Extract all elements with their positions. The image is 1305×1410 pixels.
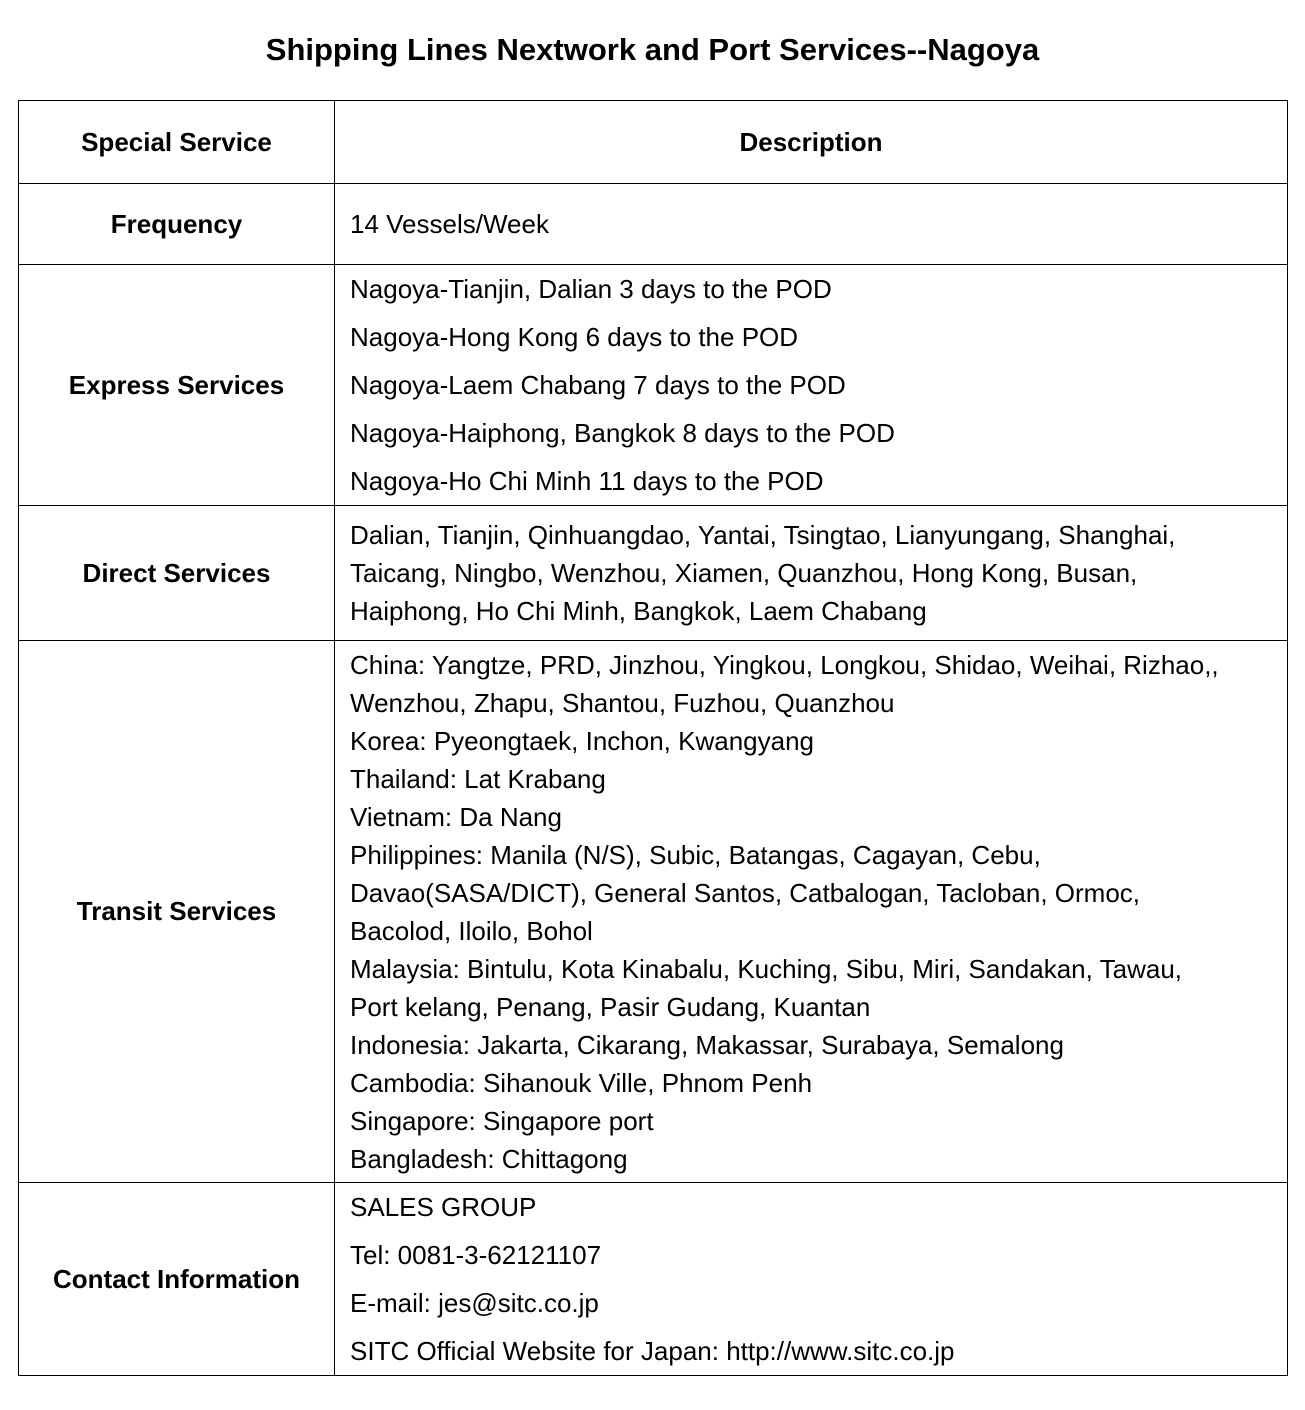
contact-information-row [19, 1183, 1288, 1376]
direct-ports-line: Dalian, Tianjin, Qinhuangdao, Yantai, Tsingtao, Lianyungang, Shanghai, [350, 520, 1176, 550]
direct-services-list [335, 506, 1288, 641]
transit-line: China: Yangtze, PRD, Jinzhou, Yingkou, Longkou, Shidao, Weihai, Rizhao,, [350, 649, 1219, 680]
contact-information-details [335, 1183, 1288, 1376]
transit-line: Bacolod, Iloilo, Bohol [350, 915, 593, 946]
transit-line: Korea: Pyeongtaek, Inchon, Kwangyang [350, 725, 814, 756]
direct-ports-line: Haiphong, Ho Chi Minh, Bangkok, Laem Chabang [350, 596, 927, 626]
contact-group: SALES GROUP [350, 1192, 537, 1222]
direct-services-row [19, 506, 1288, 641]
contact-information-label: Contact Information [19, 1183, 335, 1376]
transit-line: Malaysia: Bintulu, Kota Kinabalu, Kuching, Sibu, Miri, Sandakan, Tawau, [350, 953, 1182, 984]
transit-line: Thailand: Lat Krabang [350, 763, 606, 794]
page-title: Shipping Lines Nextwork and Port Services--Nagoya [265, 32, 1040, 67]
services-table [18, 100, 1288, 1376]
transit-line: Indonesia: Jakarta, Cikarang, Makassar, Surabaya, Semalong [350, 1029, 1064, 1060]
frequency-row [19, 184, 1288, 265]
express-route: Nagoya-Haiphong, Bangkok 8 days to the POD [350, 418, 895, 448]
transit-line: Singapore: Singapore port [350, 1105, 654, 1136]
transit-line: Philippines: Manila (N/S), Subic, Batangas, Cagayan, Cebu, [350, 839, 1041, 870]
contact-phone: Tel: 0081-3-62121107 [350, 1240, 602, 1270]
express-services-label: Express Services [19, 265, 335, 506]
transit-line: Port kelang, Penang, Pasir Gudang, Kuantan [350, 991, 871, 1022]
express-route: Nagoya-Hong Kong 6 days to the POD [350, 322, 799, 352]
transit-line: Vietnam: Da Nang [350, 801, 562, 832]
contact-email: E-mail: jes@sitc.co.jp [350, 1288, 599, 1318]
transit-services-row [19, 641, 1288, 1183]
frequency-label: Frequency [19, 184, 335, 265]
direct-ports-line: Taicang, Ningbo, Wenzhou, Xiamen, Quanzhou, Hong Kong, Busan, [350, 558, 1138, 588]
express-services-list [335, 265, 1288, 506]
transit-services-label: Transit Services [19, 641, 335, 1183]
header-description: Description [335, 101, 1288, 184]
transit-line: Bangladesh: Chittagong [350, 1143, 628, 1174]
transit-line: Wenzhou, Zhapu, Shantou, Fuzhou, Quanzhou [350, 687, 895, 718]
express-services-row [19, 265, 1288, 506]
contact-website: SITC Official Website for Japan: http://www.sitc.co.jp [350, 1336, 955, 1366]
frequency-value: 14 Vessels/Week [335, 184, 1288, 265]
express-route: Nagoya-Laem Chabang 7 days to the POD [350, 370, 846, 400]
express-route: Nagoya-Ho Chi Minh 11 days to the POD [350, 466, 824, 496]
express-route: Nagoya-Tianjin, Dalian 3 days to the POD [350, 274, 832, 304]
transit-line: Cambodia: Sihanouk Ville, Phnom Penh [350, 1067, 813, 1098]
transit-line: Davao(SASA/DICT), General Santos, Catbalogan, Tacloban, Ormoc, [350, 877, 1141, 908]
direct-services-label: Direct Services [19, 506, 335, 641]
header-special-service: Special Service [19, 101, 335, 184]
transit-services-list [335, 641, 1288, 1183]
header-row [19, 101, 1288, 184]
